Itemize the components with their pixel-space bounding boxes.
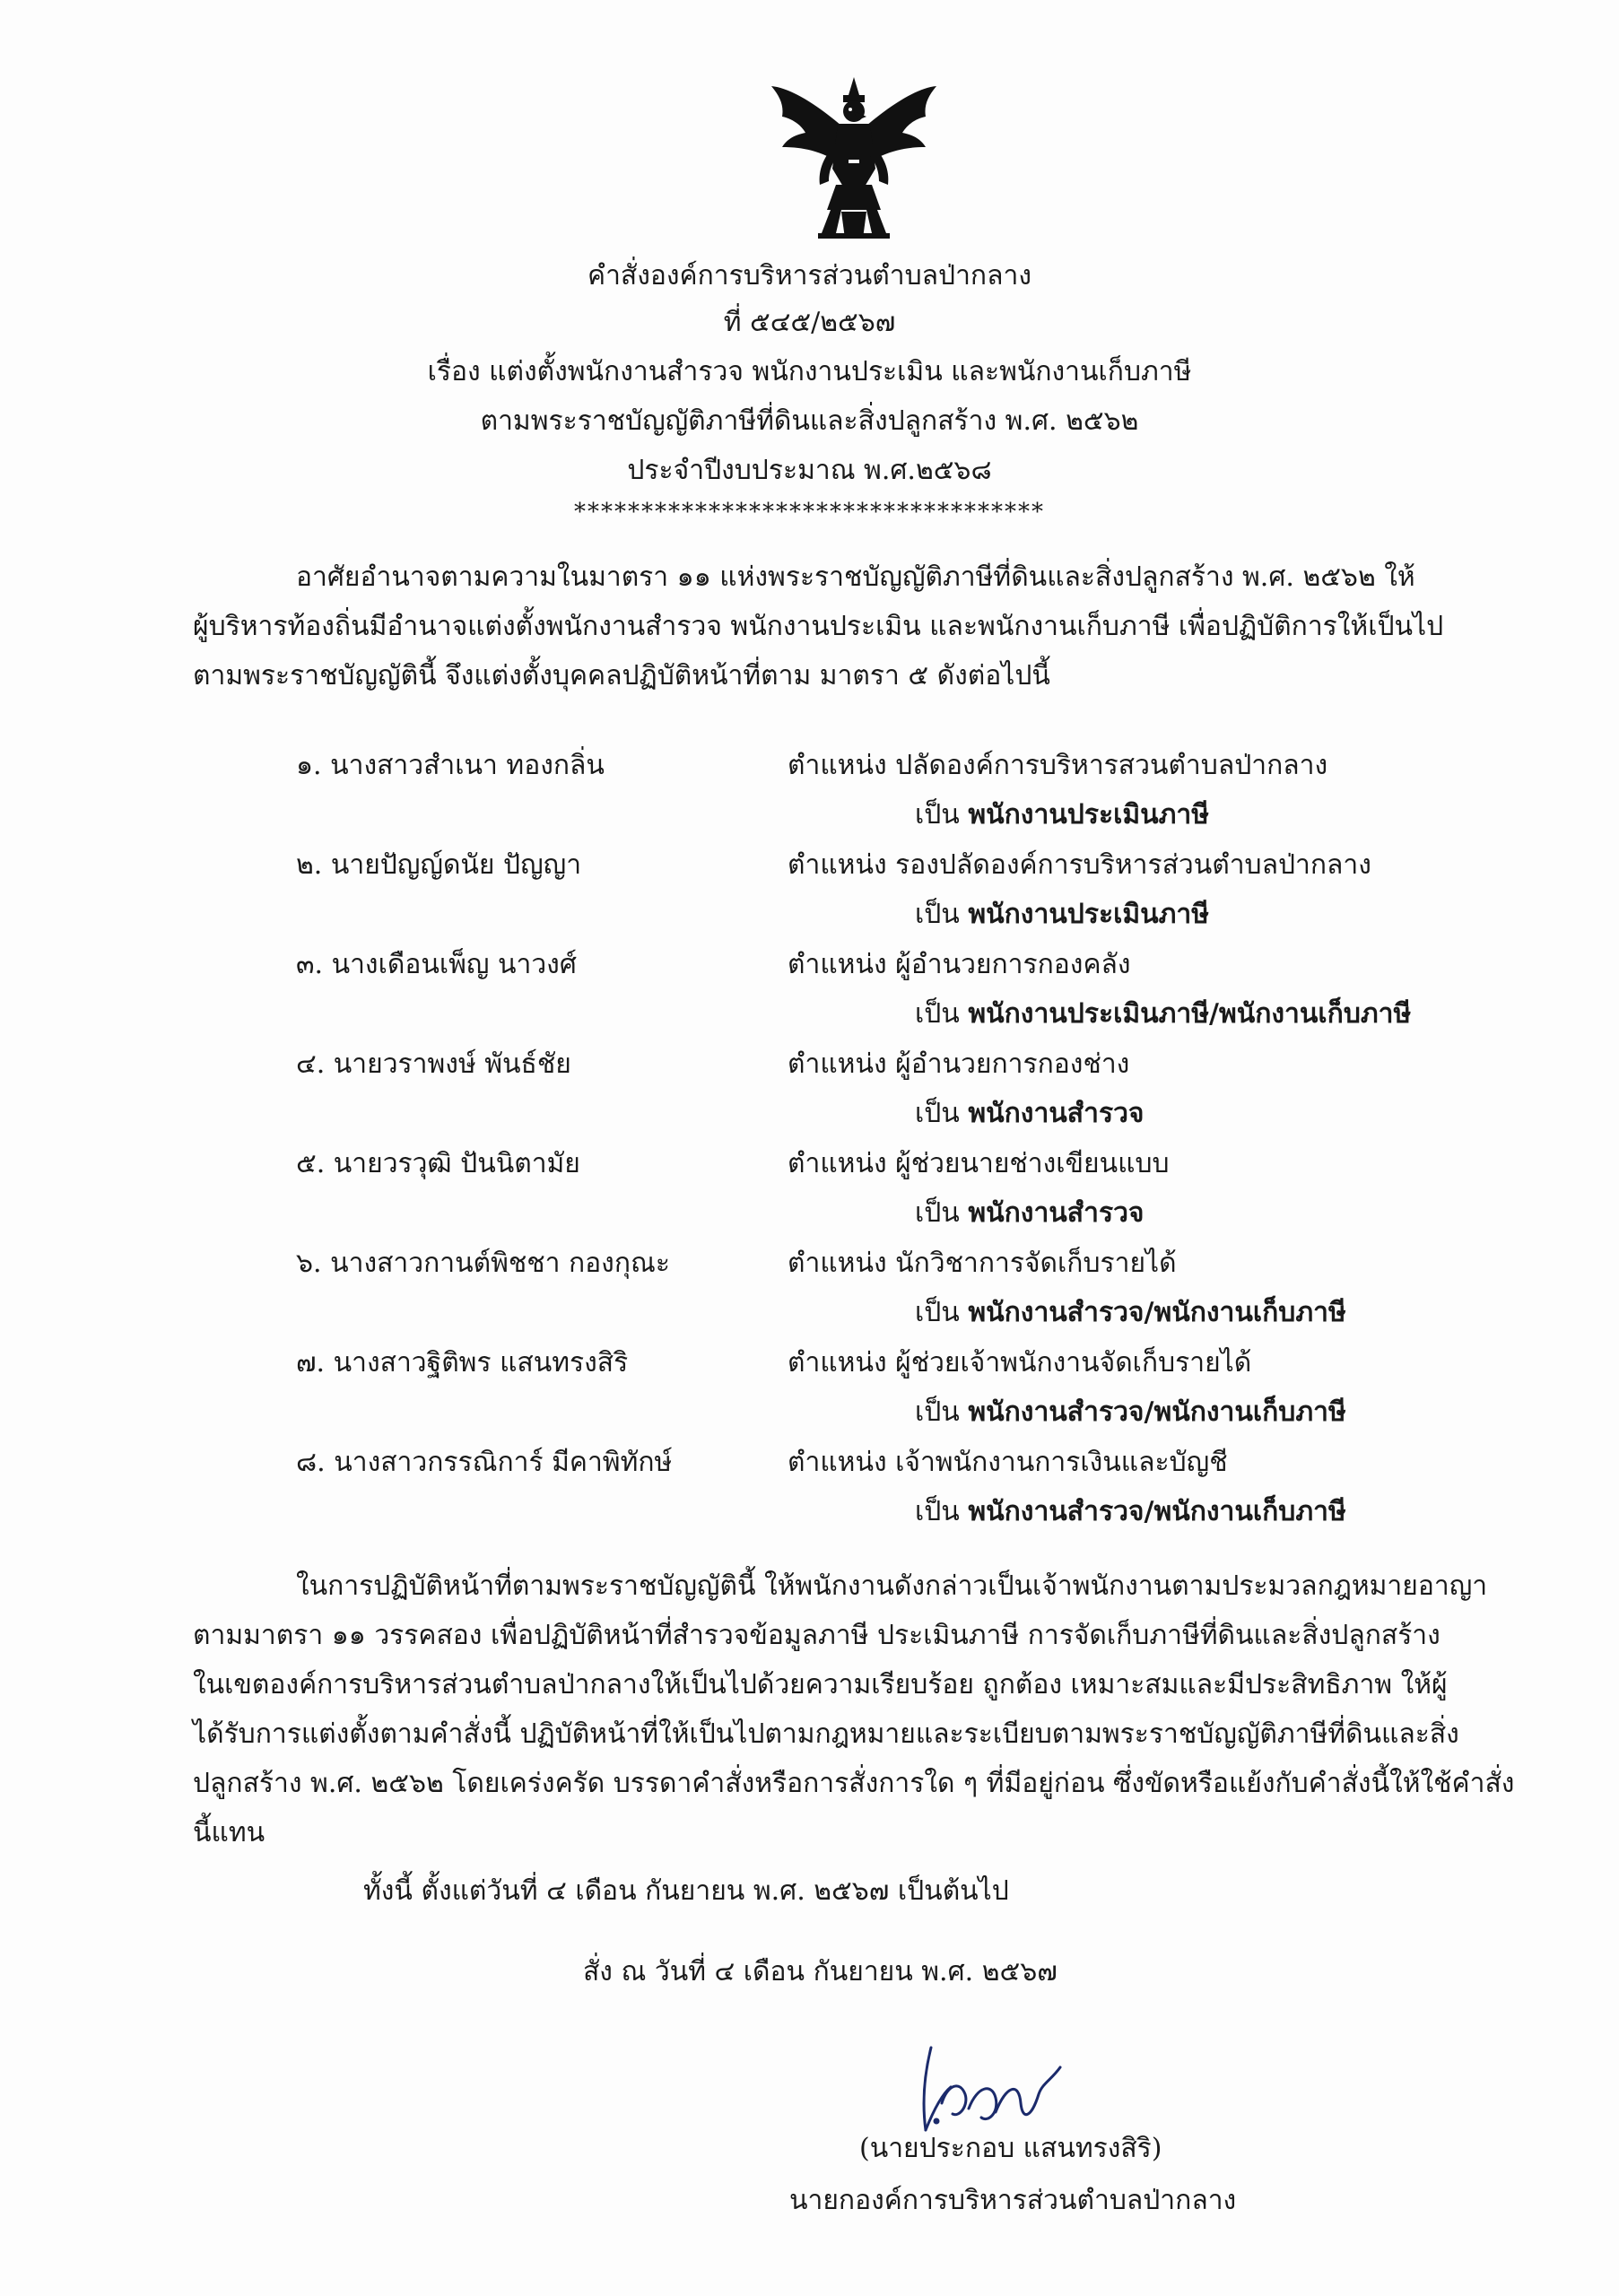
appointee-position: ตำแหน่ง ผู้อำนวยการกองคลัง bbox=[788, 949, 1131, 980]
separator: *********************************** bbox=[574, 499, 1045, 526]
appointee-role-prefix: เป็น bbox=[915, 1297, 969, 1328]
appointee-role-prefix: เป็น bbox=[915, 1197, 969, 1229]
body-line-4: ได้รับการแต่งตั้งตามคำสั่งนี้ ปฏิบัติหน้าที่ให้เป็นไปตามกฎหมายและระเบียบตามพระราชบัญญัติภาษีที่ดินและสิ่ง bbox=[193, 1718, 1459, 1750]
appointee-role bbox=[915, 1092, 1145, 1135]
intro-line-2: ผู้บริหารท้องถิ่นมีอำนาจแต่งตั้งพนักงานสำรวจ พนักงานประเมิน และพนักงานเก็บภาษี เพื่อปฏิบัติการให้เป็นไป bbox=[193, 611, 1444, 642]
signer-title: นายกองค์การบริหารส่วนตำบลป่ากลาง bbox=[789, 2185, 1237, 2216]
appointee-position: ตำแหน่ง ผู้ช่วยเจ้าพนักงานจัดเก็บรายได้ bbox=[788, 1347, 1252, 1378]
body-line-5: ปลูกสร้าง พ.ศ. ๒๕๖๒ โดยเคร่งครัด บรรดาคำสั่งหรือการสั่งการใด ๆ ที่มีอยู่ก่อน ซึ่งขัดหรือแย้งกับคำสั่งนี้ให้ใช้คำสั่ง bbox=[193, 1768, 1515, 1799]
appointee-role-prefix: เป็น bbox=[915, 1396, 969, 1428]
appointee-role bbox=[915, 794, 1209, 836]
signer-name: (นายประกอบ แสนทรงสิริ) bbox=[859, 2133, 1162, 2164]
appointee-role-title: พนักงานสำรวจ bbox=[968, 1098, 1145, 1129]
body-line-2: ตามมาตรา ๑๑ วรรคสอง เพื่อปฏิบัติหน้าที่สำรวจข้อมูลภาษี ประเมินภาษี การจัดเก็บภาษีที่ดินและสิ่งปลูกสร้าง bbox=[193, 1620, 1441, 1651]
appointee-role bbox=[915, 1491, 1346, 1533]
appointee-position: ตำแหน่ง เจ้าพนักงานการเงินและบัญชี bbox=[788, 1447, 1228, 1478]
appointee-name: ๘. นางสาวกรรณิการ์ มีคาพิทักษ์ bbox=[296, 1447, 673, 1478]
intro-line-3: ตามพระราชบัญญัตินี้ จึงแต่งตั้งบุคคลปฏิบัติหน้าที่ตาม มาตรา ๕ ดังต่อไปนี้ bbox=[193, 660, 1050, 691]
appointee-role-title: พนักงานประเมินภาษี/พนักงานเก็บภาษี bbox=[968, 998, 1412, 1030]
body-line-1: ในการปฏิบัติหน้าที่ตามพระราชบัญญัตินี้ ให้พนักงานดังกล่าวเป็นเจ้าพนักงานตามประมวลกฎหมายอาญา bbox=[296, 1570, 1488, 1602]
appointee-role bbox=[915, 1292, 1346, 1334]
appointee-role-prefix: เป็น bbox=[915, 1098, 969, 1129]
order-title: คำสั่งองค์การบริหารส่วนตำบลป่ากลาง bbox=[588, 260, 1031, 291]
appointee-position: ตำแหน่ง นักวิชาการจัดเก็บรายได้ bbox=[788, 1248, 1177, 1279]
subject-line-1: เรื่อง แต่งตั้งพนักงานสำรวจ พนักงานประเมิน และพนักงานเก็บภาษี bbox=[427, 356, 1192, 387]
intro-line-1: อาศัยอำนาจตามความในมาตรา ๑๑ แห่งพระราชบัญญัติภาษีที่ดินและสิ่งปลูกสร้าง พ.ศ. ๒๕๖๒ ให้ bbox=[296, 561, 1415, 593]
appointee-name: ๔. นายวราพงษ์ พันธ์ชัย bbox=[296, 1048, 571, 1080]
subject-line-2: ตามพระราชบัญญัติภาษีที่ดินและสิ่งปลูกสร้าง พ.ศ. ๒๕๖๒ bbox=[480, 405, 1139, 437]
body-line-3: ในเขตองค์การบริหารส่วนตำบลป่ากลางให้เป็นไปด้วยความเรียบร้อย ถูกต้อง เหมาะสมและมีประสิทธิภาพ ให้ผู้ bbox=[193, 1669, 1448, 1700]
appointee-role-title: พนักงานประเมินภาษี bbox=[968, 799, 1209, 831]
appointee-name: ๕. นายวรวุฒิ ปันนิตามัย bbox=[296, 1148, 580, 1179]
appointee-name: ๑. นางสาวสำเนา ทองกลิ่น bbox=[296, 750, 605, 781]
order-number: ที่ ๕๔๕/๒๕๖๗ bbox=[723, 307, 896, 338]
subject-line-3: ประจำปีงบประมาณ พ.ศ.๒๕๖๘ bbox=[627, 455, 992, 486]
appointee-role bbox=[915, 893, 1209, 935]
appointee-role-prefix: เป็น bbox=[915, 998, 969, 1030]
appointee-role-title: พนักงานสำรวจ/พนักงานเก็บภาษี bbox=[968, 1396, 1346, 1428]
appointee-name: ๗. นางสาวฐิติพร แสนทรงสิริ bbox=[296, 1347, 629, 1378]
appointee-role bbox=[915, 993, 1411, 1035]
order-date: สั่ง ณ วันที่ ๔ เดือน กันยายน พ.ศ. ๒๕๖๗ bbox=[583, 1956, 1058, 1987]
appointee-role-prefix: เป็น bbox=[915, 1496, 969, 1527]
appointee-name: ๓. นางเดือนเพ็ญ นาวงศ์ bbox=[296, 949, 577, 980]
appointee-role bbox=[915, 1192, 1145, 1234]
appointee-position: ตำแหน่ง ผู้ช่วยนายช่างเขียนแบบ bbox=[788, 1148, 1170, 1179]
appointee-position: ตำแหน่ง ผู้อำนวยการกองช่าง bbox=[788, 1048, 1130, 1080]
appointee-role-prefix: เป็น bbox=[915, 799, 969, 831]
appointee-role-title: พนักงานสำรวจ/พนักงานเก็บภาษี bbox=[968, 1496, 1346, 1527]
garuda-emblem-icon bbox=[764, 70, 944, 249]
appointee-role-title: พนักงานประเมินภาษี bbox=[968, 899, 1209, 930]
effective-date: ทั้งนี้ ตั้งแต่วันที่ ๔ เดือน กันยายน พ.ศ. ๒๕๖๗ เป็นต้นไป bbox=[363, 1875, 1009, 1907]
appointee-name: ๒. นายปัญญ์ดนัย ปัญญา bbox=[296, 849, 582, 881]
appointee-role-title: พนักงานสำรวจ bbox=[968, 1197, 1145, 1229]
appointee-role bbox=[915, 1391, 1346, 1433]
appointee-role-prefix: เป็น bbox=[915, 899, 969, 930]
appointee-position: ตำแหน่ง รองปลัดองค์การบริหารส่วนตำบลป่ากลาง bbox=[788, 849, 1371, 881]
appointee-name: ๖. นางสาวกานต์พิชชา กองกุณะ bbox=[296, 1248, 670, 1279]
appointee-position: ตำแหน่ง ปลัดองค์การบริหารสวนตำบลป่ากลาง bbox=[788, 750, 1328, 781]
appointee-role-title: พนักงานสำรวจ/พนักงานเก็บภาษี bbox=[968, 1297, 1346, 1328]
body-line-6: นี้แทน bbox=[193, 1817, 265, 1848]
